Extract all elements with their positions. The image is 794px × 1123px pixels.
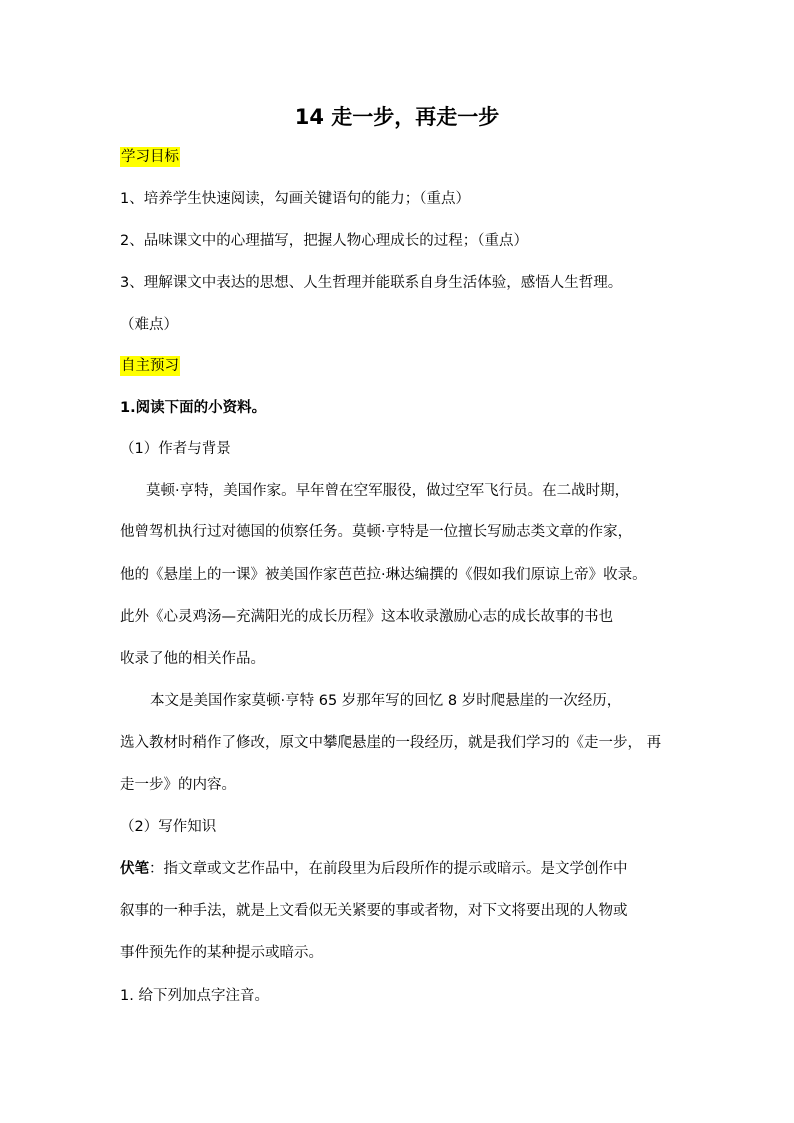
exercise-heading: 1. 给下列加点字注音。 [120,988,269,1004]
objective-item: 3、理解课文中表达的思想、人生哲理并能联系自身生活体验，感悟人生哲理。 [120,275,623,291]
foreshadow-line: 叙事的一种手法，就是上文看似无关紧要的事或者物，对下文将要出现的人物或 [120,903,628,919]
objective-item: 2、品味课文中的心理描写，把握人物心理成长的过程；（重点） [120,233,528,249]
author-paragraph-line: 收录了他的相关作品。 [120,651,265,667]
author-paragraph-line: 此外《心灵鸡汤—充满阳光的成长历程》这本收录激励心志的成长故事的书也 [120,609,613,625]
writing-subheading: （2）写作知识 [120,819,217,835]
background-paragraph-line: 走一步》的内容。 [120,777,236,793]
document-title: 14 走一步，再走一步 [294,105,500,129]
author-paragraph-line: 他曾驾机执行过对德国的侦察任务。莫顿·亨特是一位擅长写励志类文章的作家， [120,524,633,540]
author-subheading: （1）作者与背景 [120,441,231,457]
preview-heading [120,355,180,377]
objectives-heading-text: 学习目标 [121,149,179,165]
objective-item: 1、培养学生快速阅读，勾画关键语句的能力；（重点） [120,191,470,207]
foreshadow-line [120,858,628,880]
reading-heading: 1.阅读下面的小资料。 [120,400,267,416]
foreshadow-line: 事件预先作的某种提示或暗示。 [120,945,323,961]
foreshadow-definition: ：指文章或文艺作品中，在前段里为后段所作的提示或暗示。是文学创作中 [149,861,628,877]
objectives-heading [120,146,180,168]
preview-heading-text: 自主预习 [121,358,179,374]
objective-item-note: （难点） [120,317,178,333]
author-paragraph-line: 莫顿·亨特，美国作家。早年曾在空军服役，做过空军飞行员。在二战时期， [146,483,630,499]
foreshadow-term: 伏笔 [120,861,149,877]
background-paragraph-line: 本文是美国作家莫顿·亨特 65 岁那年写的回忆 8 岁时爬悬崖的一次经历， [150,693,622,709]
author-paragraph-line: 他的《悬崖上的一课》被美国作家芭芭拉·琳达编撰的《假如我们原谅上帝》收录。 [120,567,647,583]
background-paragraph-line: 选入教材时稍作了修改，原文中攀爬悬崖的一段经历，就是我们学习的《走一步， 再 [120,735,662,751]
